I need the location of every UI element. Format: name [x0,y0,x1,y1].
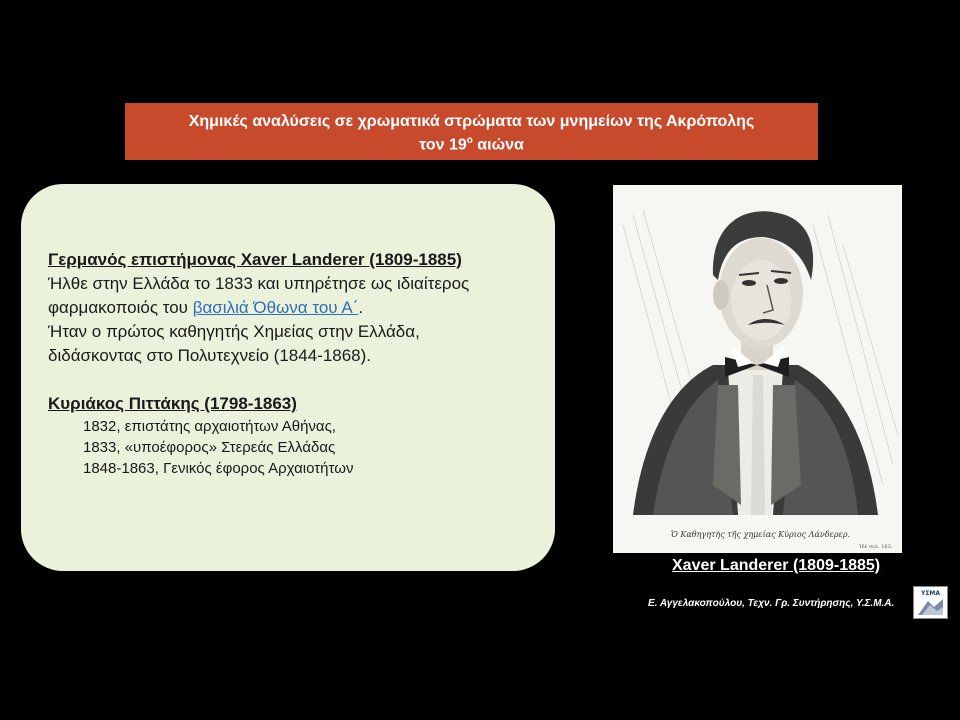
landerer-text-2: φαρμακοποιός του βασιλιά Όθωνα του Α΄. [48,298,364,317]
landerer-text-3: Ήταν ο πρώτος καθηγητής Χημείας στην Ελλάδα, [48,322,420,341]
logo-text: ΥΣΜΑ [920,590,941,597]
portrait-engraving [613,185,902,553]
title-line-1: Χημικές αναλύσεις σε χρωματικά στρώματα των μνημείων της Ακρόπολης [188,113,755,130]
king-otto-link[interactable]: βασιλιά Όθωνα του Α΄ [192,298,359,317]
landerer-text-4: διδάσκοντας στο Πολυτεχνείο (1844-1868). [48,346,372,365]
info-box [21,184,555,571]
landerer-portrait [613,185,902,553]
landerer-text-1: Ήλθε στην Ελλάδα το 1833 και υπηρέτησε ως ιδιαίτερος [48,274,470,293]
slide-title [125,103,818,160]
landerer-heading: Γερμανός επιστήμονας Xaver Landerer (1809-1885) [48,250,462,269]
portrait-caption: Xaver Landerer (1809-1885) [672,557,881,574]
ysma-logo-icon [914,587,947,618]
pittakis-item: 1832, επιστάτης αρχαιοτήτων Αθήνας, [83,418,336,435]
title-line-2: τον $19^o$ αιώνα [419,135,524,154]
ysma-logo [913,586,948,619]
spacer [48,368,555,392]
pittakis-item: 1833, «υποέφορος» Στερεάς Ελλάδας [83,439,336,456]
pittakis-item: 1848-1863, Γενικός έφορος Αρχαιοτήτων [83,460,354,477]
portrait-inscription: Ὁ Καθηγητὴς τῆς χημείας Κύριος Λάνδερερ. [671,530,851,539]
pittakis-heading: Κυριάκος Πιττάκης (1798-1863) [48,394,297,413]
portrait-page-ref: Ἰδὲ σελ. 163. [859,544,893,550]
author-credit: Ε. Αγγελακοπούλου, Τεχν. Γρ. Συντήρησης, Υ.Σ.Μ.Α. [648,598,895,609]
